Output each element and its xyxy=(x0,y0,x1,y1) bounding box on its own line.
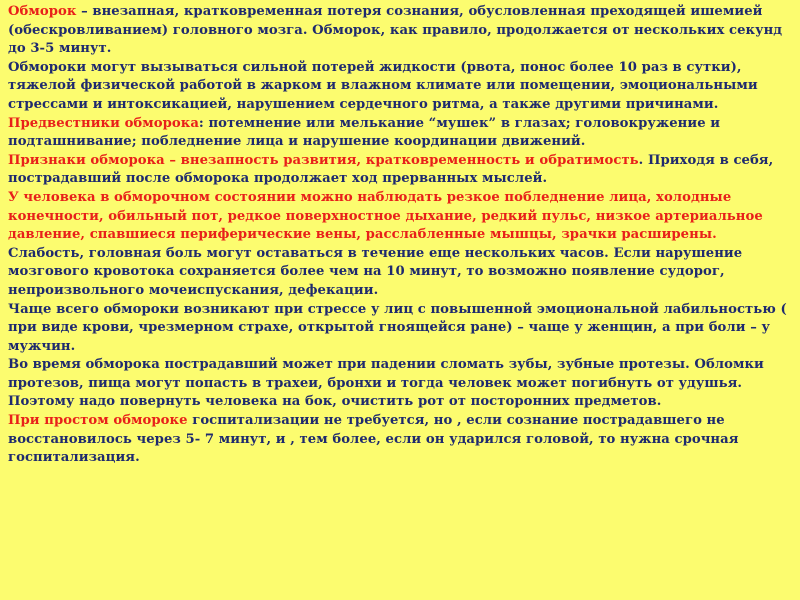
occurrence-text: Чаще всего обмороки возникают при стрессе у лиц с повышенной эмоциональной лабильностью ( при виде крови, чрезмерном страхе, открытой гноящейся ране) – чаще у женщин, а при боли – у мужчин. xyxy=(8,301,787,354)
signs-text: . Приходя в себя, пострадавший после обморока продолжает ход прерванных мыслей. xyxy=(8,152,774,187)
paragraph-symptoms xyxy=(8,189,794,245)
precursors-text: : потемнение или мелькание “мушек” в глазах; головокружение и подташнивание; побледнение лица и нарушение координации движений. xyxy=(8,115,721,150)
paragraph-precursors xyxy=(8,115,794,152)
symptoms-text: У человека в обморочном состоянии можно наблюдать резкое побледнение лица, холодные конечности, обильный пот, редкое поверхностное дыхание, редкий пульс, низкое артериальное давление, спавшиеся периферические вены, расслабленные мышцы, зрачки расширены. xyxy=(8,189,763,243)
term-fainting: Обморок xyxy=(8,4,77,19)
simple-fainting-heading: При простом обмороке xyxy=(8,413,188,429)
paragraph-definition xyxy=(8,3,794,59)
danger-text: Во время обморока пострадавший может при падении сломать зубы, зубные протезы. Обломки протезов, пища могут попасть в трахеи, бронхи и тогда человек может погибнуть от удушья. Поэтому надо повернуть человека на бок, очистить рот от посторонних предметов. xyxy=(8,357,764,410)
paragraph-danger xyxy=(8,356,794,412)
causes-text: Обмороки могут вызываться сильной потерей жидкости (рвота, понос более 10 раз в сутки), тяжелой физической работой в жарком и влажном климате или помещении, эмоциональными стрессами и интоксикацией, нарушением сердечного ритма, а также другими причинами. xyxy=(8,59,758,112)
signs-heading: Признаки обморока – внезапность развития, кратковременность и обратимость xyxy=(8,152,639,168)
precursors-heading: Предвестники обморока xyxy=(8,115,199,131)
paragraph-causes xyxy=(8,59,794,115)
paragraph-signs xyxy=(8,152,794,189)
definition-text: – внезапная, кратковременная потеря сознания, обусловленная преходящей ишемией (обескровливанием) головного мозга. Обморок, как правило, продолжается от нескольких секунд до 3-5 минут. xyxy=(8,4,783,57)
hospitalization-text: госпитализации не требуется, но , если сознание пострадавшего не восстановилось через 5- 7 минут, и , тем более, если он ударился головой, то нужна срочная госпитализация. xyxy=(8,413,739,466)
paragraph-occurrence xyxy=(8,301,794,357)
slide-text-body xyxy=(8,3,794,468)
weakness-text: Слабость, головная боль могут оставаться в течение еще нескольких часов. Если нарушение мозгового кровотока сохраняется более чем на 10 минут, то возможно появление судорог, непроизвольного мочеиспускания, дефекации. xyxy=(8,245,743,298)
paragraph-weakness xyxy=(8,245,794,301)
paragraph-hospitalization xyxy=(8,412,794,468)
